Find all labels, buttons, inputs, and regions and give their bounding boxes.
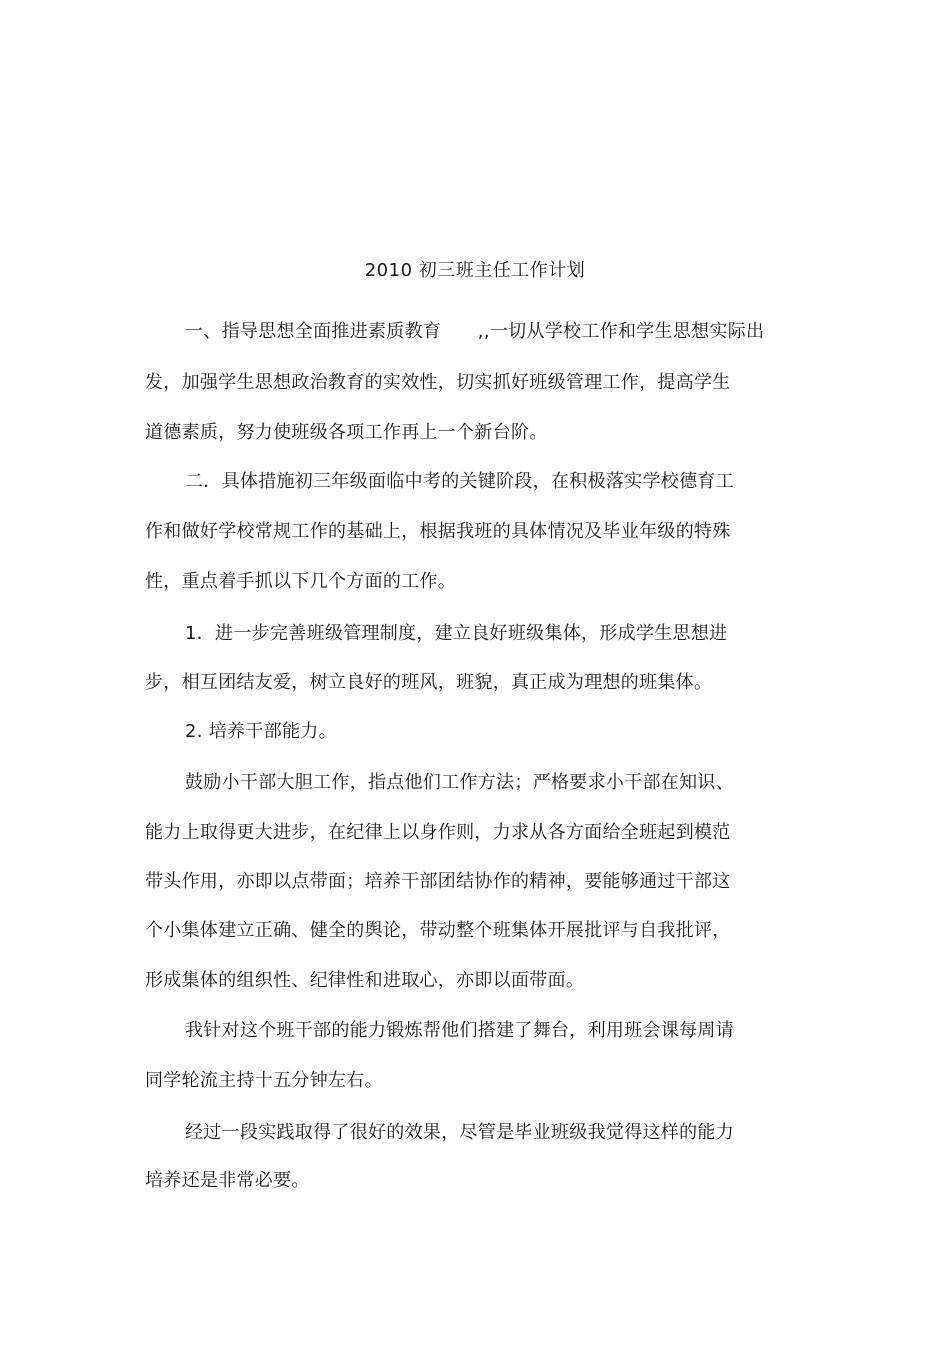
text-line: 形成集体的组织性、纪律性和进取心，亦即以面带面。 [145,970,585,991]
text-line: 二．具体措施初三年级面临中考的关键阶段，在积极落实学校德育工 [185,471,734,492]
text-line: 同学轮流主持十五分钟左右。 [145,1070,383,1091]
text-line: 1．进一步完善班级管理制度，建立良好班级集体，形成学生思想进 [185,623,728,644]
text-line: 带头作用，亦即以点带面；培养干部团结协作的精神，要能够通过干部这 [145,871,731,892]
text-line: 性，重点着手抓以下几个方面的工作。 [145,571,457,592]
text-line: 发，加强学生思想政治教育的实效性，切实抓好班级管理工作，提高学生 [145,372,731,393]
text-line: 经过一段实践取得了很好的效果，尽管是毕业班级我觉得这样的能力 [185,1122,734,1143]
text-line: 2. 培养干部能力。 [185,721,337,742]
text-line: 鼓励小干部大胆工作，指点他们工作方法；严格要求小干部在知识、 [185,772,734,793]
text-line: 道德素质，努力使班级各项工作再上一个新台阶。 [145,422,548,443]
text-line: 步，相互团结友爱，树立良好的班风，班貌，真正成为理想的班集体。 [145,672,713,693]
text-line: 一、指导思想全面推进素质教育 ,,一切从学校工作和学生思想实际出 [185,321,765,342]
document-title: 2010 初三班主任工作计划 [364,260,586,281]
text-line: 个小集体建立正确、健全的舆论，带动整个班集体开展批评与自我批评， [145,920,731,941]
text-line: 培养还是非常必要。 [145,1170,310,1191]
text-line: 我针对这个班干部的能力锻炼帮他们搭建了舞台，利用班会课每周请 [185,1020,734,1041]
text-line: 作和做好学校常规工作的基础上，根据我班的具体情况及毕业年级的特殊 [145,521,731,542]
text-line: 能力上取得更大进步，在纪律上以身作则，力求从各方面给全班起到模范 [145,822,731,843]
